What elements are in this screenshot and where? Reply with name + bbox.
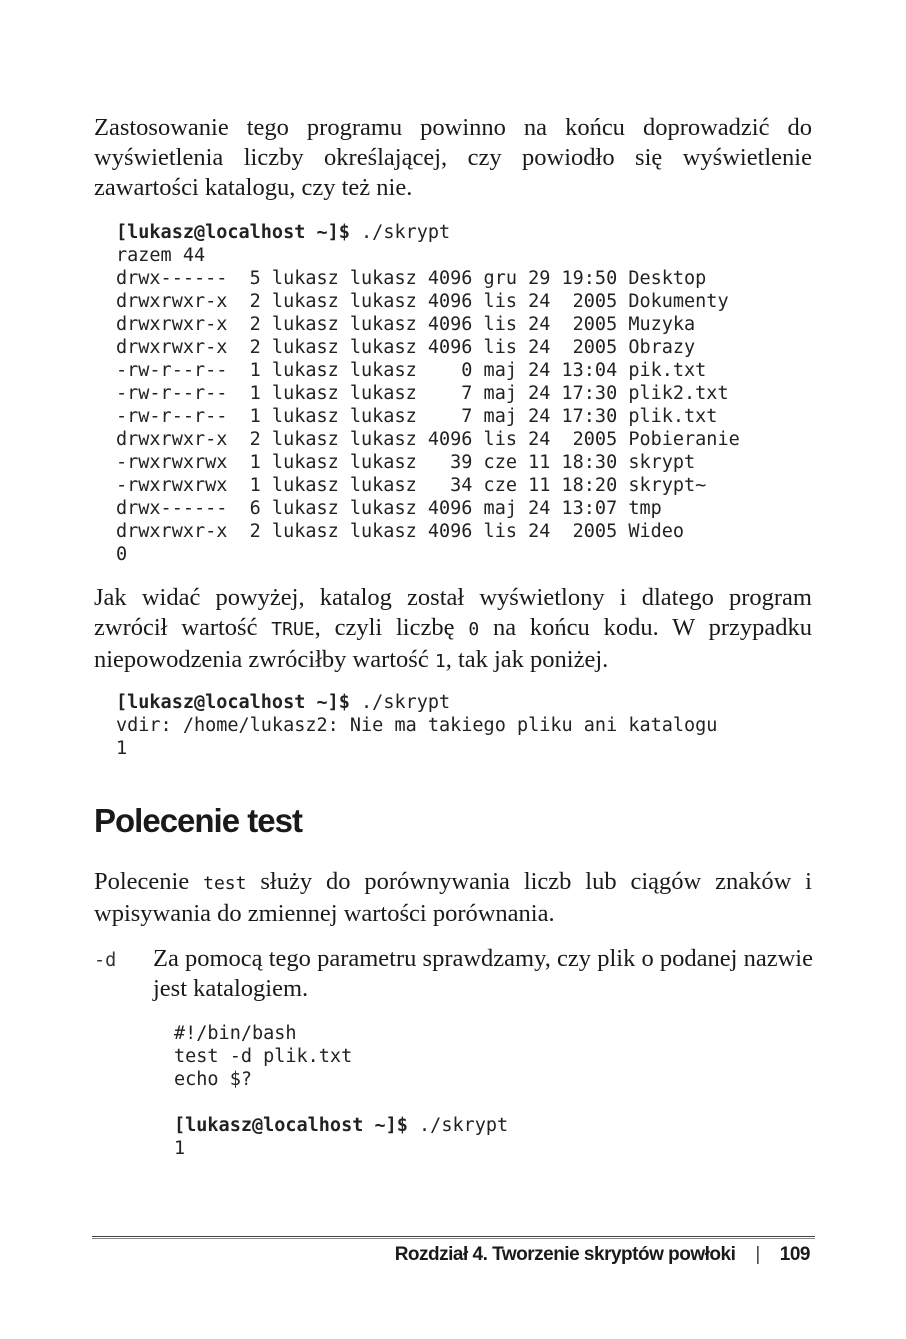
text-run: służy do porównywania liczb lub ciągów znaków i wpisywania do zmiennej wartości porównania. [94, 868, 812, 927]
code-line: drwxrwxr-x 2 lukasz lukasz 4096 lis 24 2005 Muzyka [116, 314, 696, 335]
section-heading: Polecenie test [94, 802, 302, 839]
shell-prompt: [lukasz@localhost ~]$ [174, 1115, 408, 1136]
paragraph-test-description [94, 867, 812, 929]
text-run: , czyli liczbę [314, 614, 469, 641]
code-line: razem 44 [116, 245, 206, 266]
shell-prompt: [lukasz@localhost ~]$ [116, 692, 350, 713]
code-line: -rwxrwxrwx 1 lukasz lukasz 34 cze 11 18:20 skrypt~ [116, 475, 707, 496]
code-line: -rwxrwxrwx 1 lukasz lukasz 39 cze 11 18:30 skrypt [116, 452, 696, 473]
code-line: drwxrwxr-x 2 lukasz lukasz 4096 lis 24 2005 Dokumenty [116, 291, 729, 312]
code-blank-line [174, 1091, 508, 1114]
code-block-ls-output [116, 221, 740, 566]
code-block-error-output [116, 691, 717, 760]
code-line: vdir: /home/lukasz2: Nie ma takiego pliku ani katalogu [116, 715, 718, 736]
footer-divider [92, 1236, 815, 1237]
footer-divider-secondary [92, 1238, 815, 1239]
code-line: 1 [174, 1138, 186, 1159]
code-block-test-example [174, 1022, 508, 1160]
code-prompt-line [116, 221, 740, 244]
code-line: -rw-r--r-- 1 lukasz lukasz 7 maj 24 17:30 plik2.txt [116, 383, 729, 404]
option-flag: -d [94, 950, 117, 971]
code-line: drwxrwxr-x 2 lukasz lukasz 4096 lis 24 2005 Pobieranie [116, 429, 740, 450]
inline-code-test: test [203, 873, 247, 894]
code-line: drwx------ 5 lukasz lukasz 4096 gru 29 19:50 Desktop [116, 268, 707, 289]
text-run: Jak widać powyżej, katalog został wyświetlony i dlatego program zwrócił wartość [94, 584, 812, 641]
code-line: -rw-r--r-- 1 lukasz lukasz 0 maj 24 13:04 pik.txt [116, 360, 707, 381]
code-line: 0 [116, 544, 128, 565]
chapter-title: Rozdział 4. Tworzenie skryptów powłoki [394, 1244, 736, 1265]
inline-code-zero: 0 [468, 619, 480, 640]
shell-command: ./skrypt [349, 692, 451, 713]
text-run: Polecenie [94, 868, 204, 895]
inline-code-one: 1 [434, 651, 446, 672]
paragraph-intro: Zastosowanie tego programu powinno na końcu doprowadzić do wyświetlenia liczby określającej, czy powiodło się wyświetlenie zawartości katalogu, czy też nie. [94, 114, 812, 201]
inline-code-true: TRUE [271, 619, 315, 640]
code-prompt-line [116, 691, 717, 714]
shell-command: ./skrypt [407, 1115, 509, 1136]
code-line: 1 [116, 738, 128, 759]
code-line: drwxrwxr-x 2 lukasz lukasz 4096 lis 24 2005 Wideo [116, 521, 685, 542]
text-run: na końcu kodu. W przypadku niepowodzenia zwróciłby wartość [94, 614, 812, 673]
paragraph-result-explanation [94, 583, 812, 677]
text-run: , tak jak poniżej. [445, 646, 609, 673]
shell-command: ./skrypt [349, 222, 451, 243]
code-line: echo $? [174, 1069, 252, 1090]
code-prompt-line [174, 1114, 508, 1137]
code-line: -rw-r--r-- 1 lukasz lukasz 7 maj 24 17:30 plik.txt [116, 406, 718, 427]
page-number: 109 [779, 1244, 810, 1265]
code-line: drwxrwxr-x 2 lukasz lukasz 4096 lis 24 2005 Obrazy [116, 337, 696, 358]
page-footer [395, 1240, 810, 1270]
option-description: Za pomocą tego parametru sprawdzamy, czy plik o podanej nazwie jest katalogiem. [153, 945, 813, 1002]
shell-prompt: [lukasz@localhost ~]$ [116, 222, 350, 243]
code-line: test -d plik.txt [174, 1046, 353, 1067]
code-line: drwx------ 6 lukasz lukasz 4096 maj 24 13:07 tmp [116, 498, 662, 519]
footer-separator: | [755, 1244, 760, 1265]
code-line: #!/bin/bash [174, 1023, 297, 1044]
